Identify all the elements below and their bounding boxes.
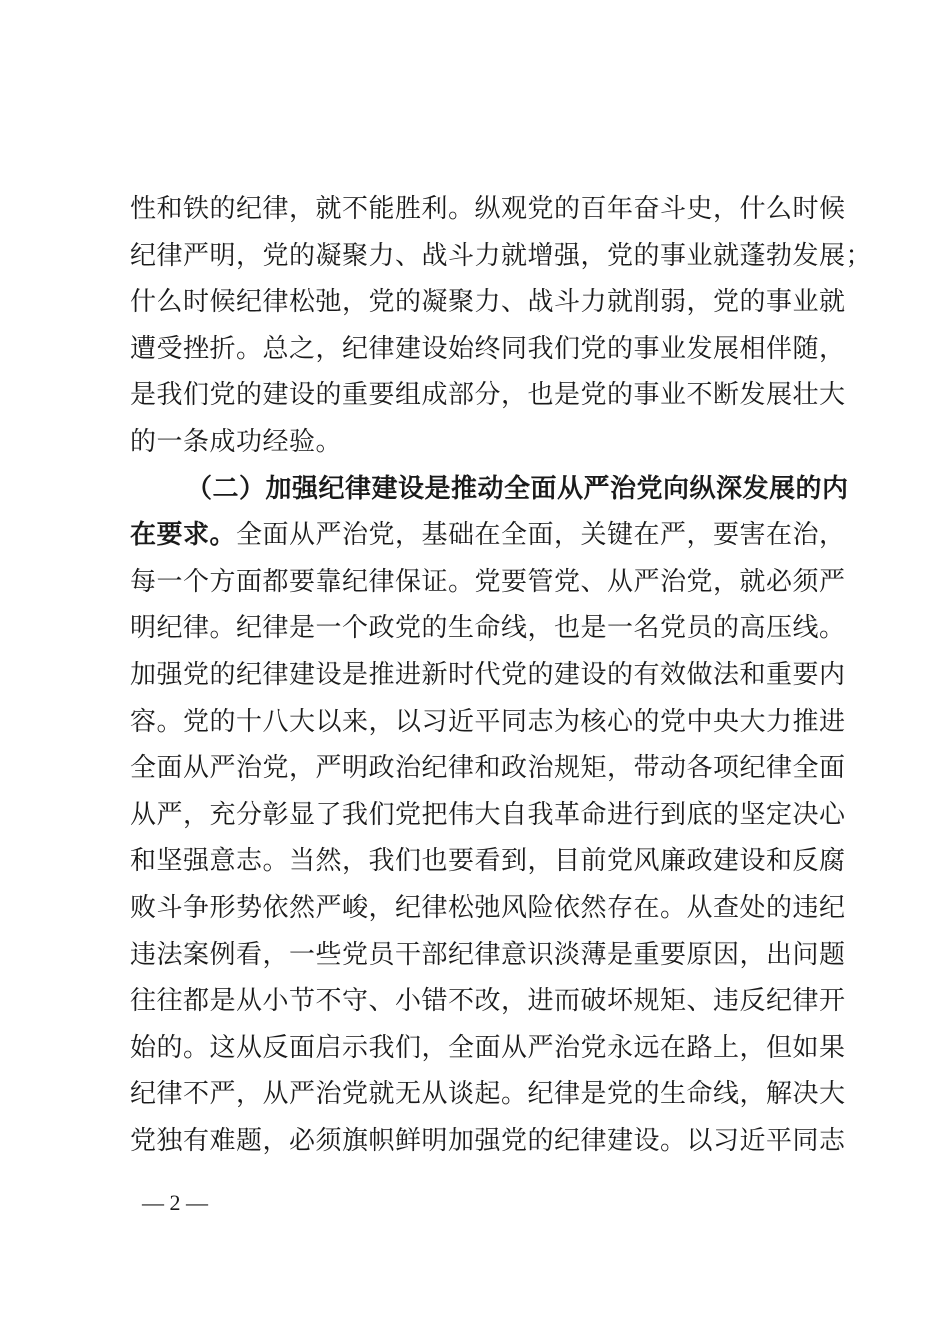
text-line: 往往都是从小节不守、小错不改，进而破坏规矩、违反纪律开 bbox=[130, 986, 846, 1017]
body-text bbox=[130, 186, 873, 1164]
paragraph-2 bbox=[130, 466, 849, 1165]
text-line: 加强党的纪律建设是推进新时代党的建设的有效做法和重要内 bbox=[130, 659, 846, 690]
text-line: 党独有难题，必须旗帜鲜明加强党的纪律建设。以习近平同志 bbox=[130, 1125, 846, 1156]
text-line: 容。党的十八大以来，以习近平同志为核心的党中央大力推进 bbox=[130, 706, 846, 737]
text-line: 遭受挫折。总之，纪律建设始终同我们党的事业发展相伴随， bbox=[130, 333, 846, 364]
text-line: 什么时候纪律松弛，党的凝聚力、战斗力就削弱，党的事业就 bbox=[130, 287, 846, 318]
paragraph-1 bbox=[130, 186, 873, 466]
text-line: 是我们党的建设的重要组成部分，也是党的事业不断发展壮大 bbox=[130, 380, 846, 411]
text-line: 始的。这从反面启示我们，全面从严治党永远在路上，但如果 bbox=[130, 1032, 846, 1063]
text-line: 的一条成功经验。 bbox=[130, 426, 343, 457]
text-line: 和坚强意志。当然，我们也要看到，目前党风廉政建设和反腐 bbox=[130, 846, 846, 877]
section-heading: （二）加强纪律建设是推动全面从严治党向纵深发展的内 bbox=[186, 473, 849, 504]
text-line: 纪律严明，党的凝聚力、战斗力就增强，党的事业就蓬勃发展； bbox=[130, 240, 873, 271]
text-line-rest: 全面从严治党，基础在全面，关键在严，要害在治， bbox=[236, 520, 846, 551]
text-line: 每一个方面都要靠纪律保证。党要管党、从严治党，就必须严 bbox=[130, 566, 846, 597]
text-line: 明纪律。纪律是一个政党的生命线，也是一名党员的高压线。 bbox=[130, 613, 846, 644]
text-line: 违法案例看，一些党员干部纪律意识淡薄是重要原因，出问题 bbox=[130, 939, 846, 970]
text-line: 性和铁的纪律，就不能胜利。纵观党的百年奋斗史，什么时候 bbox=[130, 194, 846, 224]
text-line: 从严，充分彰显了我们党把伟大自我革命进行到底的坚定决心 bbox=[130, 799, 846, 830]
section-heading-end: 在要求。 bbox=[130, 520, 237, 551]
page-number: — 2 — bbox=[142, 1190, 208, 1215]
text-line bbox=[130, 512, 846, 559]
text-line: 全面从严治党，严明政治纪律和政治规矩，带动各项纪律全面 bbox=[130, 753, 846, 784]
text-line: 败斗争形势依然严峻，纪律松弛风险依然存在。从查处的违纪 bbox=[130, 892, 846, 923]
text-line: 纪律不严，从严治党就无从谈起。纪律是党的生命线，解决大 bbox=[130, 1079, 846, 1110]
